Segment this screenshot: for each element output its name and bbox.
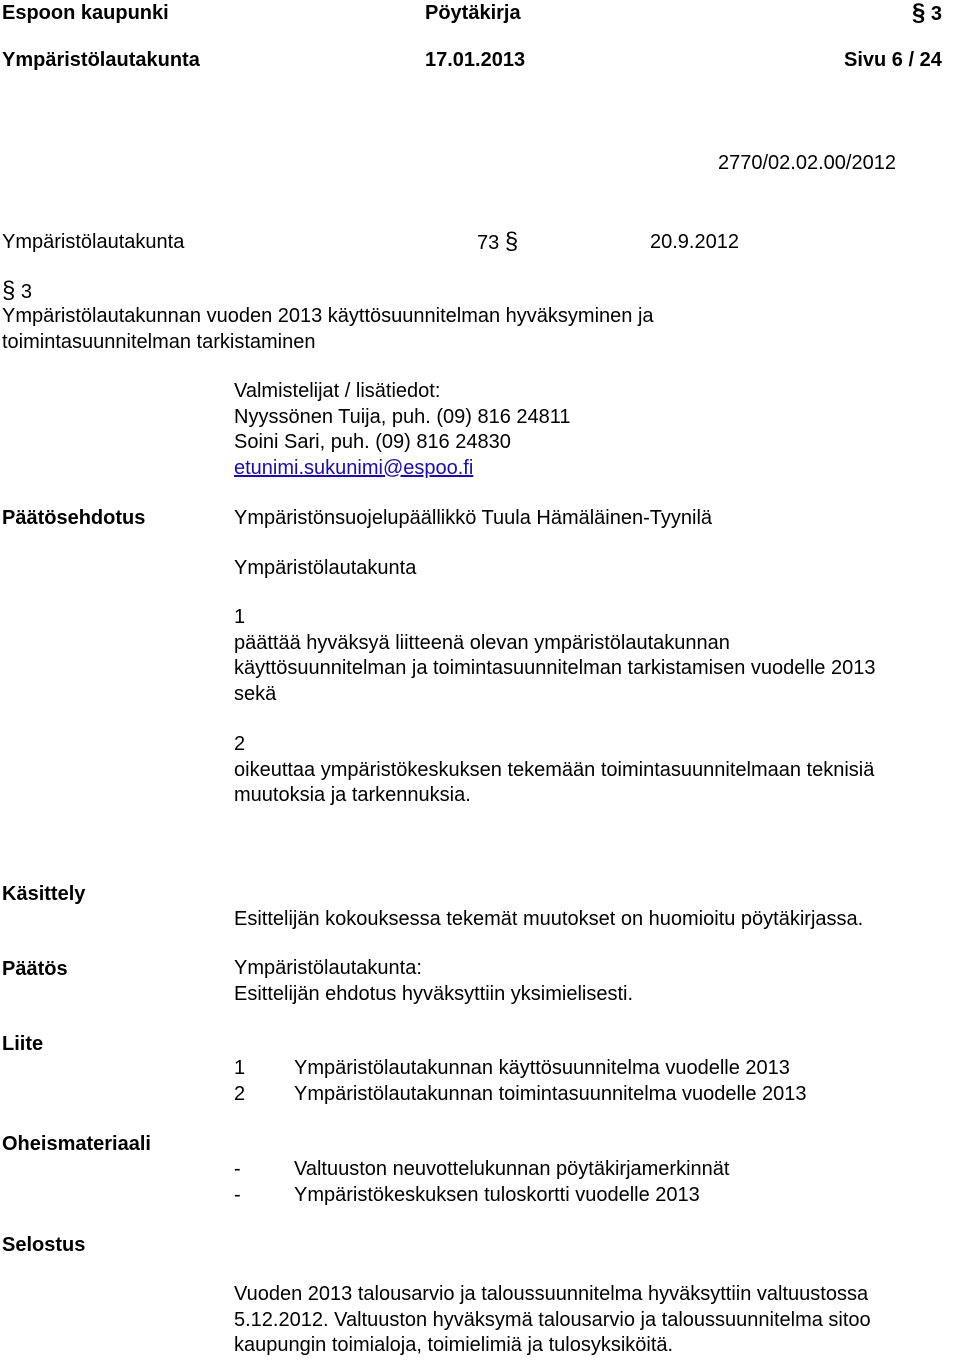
explanation-line1: Vuoden 2013 talousarvio ja taloussuunnitelma hyväksyttiin valtuustossa (234, 1283, 869, 1305)
header-city: Espoon kaupunki (2, 2, 169, 24)
decision-block (234, 956, 954, 1007)
supporting-item: - Ympäristökeskuksen tuloskortti vuodelle 2013 (234, 1183, 700, 1206)
email-link[interactable]: etunimi.sukunimi@espoo.fi (234, 456, 474, 479)
proposal-item-1-line1: päättää hyväksyä liitteenä olevan ympäristölautakunnan (234, 631, 730, 654)
proposal-item-1-number: 1 (234, 606, 246, 628)
header-section (912, 0, 942, 27)
proposal-item-2-line2: muutoksia ja tarkennuksia. (234, 784, 471, 806)
proposal-item-1 (234, 605, 954, 707)
section-sign: § (2, 277, 16, 304)
section-title-line2: toimintasuunnitelman tarkistaminen (2, 331, 316, 353)
section-heading (2, 278, 32, 305)
preparers-block (234, 379, 954, 481)
proposal-body: Ympäristölautakunta (234, 557, 417, 579)
section-title-line1: Ympäristölautakunnan vuoden 2013 käyttösuunnitelman hyväksyminen ja (2, 305, 654, 327)
header-date: 17.01.2013 (425, 49, 526, 71)
preparer-1: Nyyssönen Tuija, puh. (09) 816 24811 (234, 405, 571, 428)
section-number: 3 (20, 281, 33, 303)
header-doc-type: Pöytäkirja (425, 2, 521, 24)
proposal-item-2-line1: oikeuttaa ympäristökeskuksen tekemään toimintasuunnitelmaan teknisiä (234, 758, 875, 781)
supporting-label: Oheismateriaali (2, 1133, 151, 1155)
handling-label: Käsittely (2, 883, 86, 905)
explanation-block (234, 1282, 954, 1359)
header-number: 3 (930, 3, 943, 25)
proposal-item-1-line2: käyttösuunnitelman ja toimintasuunnitelman tarkistamisen vuodelle 2013 (234, 657, 876, 679)
supporting-list (234, 1157, 954, 1208)
preparer-2: Soini Sari, puh. (09) 816 24830 (234, 431, 511, 453)
header-page: Sivu 6 / 24 (844, 49, 942, 71)
header-committee: Ympäristölautakunta (2, 49, 200, 71)
explanation-label: Selostus (2, 1234, 86, 1256)
attachment-item: 1 Ympäristölautakunnan käyttösuunnitelma vuodelle 2013 (234, 1057, 790, 1079)
preparers-label: Valmistelijat / lisätiedot: (234, 380, 441, 402)
explanation-line3: kaupungin toimialoja, toimielimiä ja tulosyksiköitä. (234, 1334, 674, 1356)
supporting-item: - Valtuuston neuvottelukunnan pöytäkirjamerkinnät (234, 1158, 730, 1180)
section-sign: § (912, 0, 926, 26)
proposal-label: Päätösehdotus (2, 507, 146, 529)
prev-handling-body: Ympäristölautakunta (2, 231, 185, 253)
decision-line1: Ympäristölautakunta: (234, 957, 422, 979)
decision-line2: Esittelijän ehdotus hyväksyttiin yksimielisesti. (234, 982, 634, 1005)
handling-text: Esittelijän kokouksessa tekemät muutokset on huomioitu pöytäkirjassa. (234, 908, 864, 930)
explanation-line2: 5.12.2012. Valtuuston hyväksymä talousarvio ja taloussuunnitelma sitoo (234, 1308, 871, 1331)
attachments-list (234, 1056, 954, 1107)
prev-handling-number: 73 § (477, 228, 519, 255)
proposal-item-2 (234, 732, 954, 809)
prev-handling-date: 20.9.2012 (650, 231, 739, 253)
attachment-item: 2 Ympäristölautakunnan toimintasuunnitelma vuodelle 2013 (234, 1082, 807, 1105)
proposal-item-2-number: 2 (234, 733, 246, 755)
section-sign: § (504, 228, 519, 255)
decision-label: Päätös (2, 958, 68, 980)
proposal-proposer: Ympäristönsuojelupäällikkö Tuula Hämäläinen-Tyynilä (234, 507, 713, 529)
reference-number: 2770/02.02.00/2012 (718, 152, 896, 174)
attachments-label: Liite (2, 1033, 44, 1055)
proposal-item-1-line3: sekä (234, 682, 277, 705)
